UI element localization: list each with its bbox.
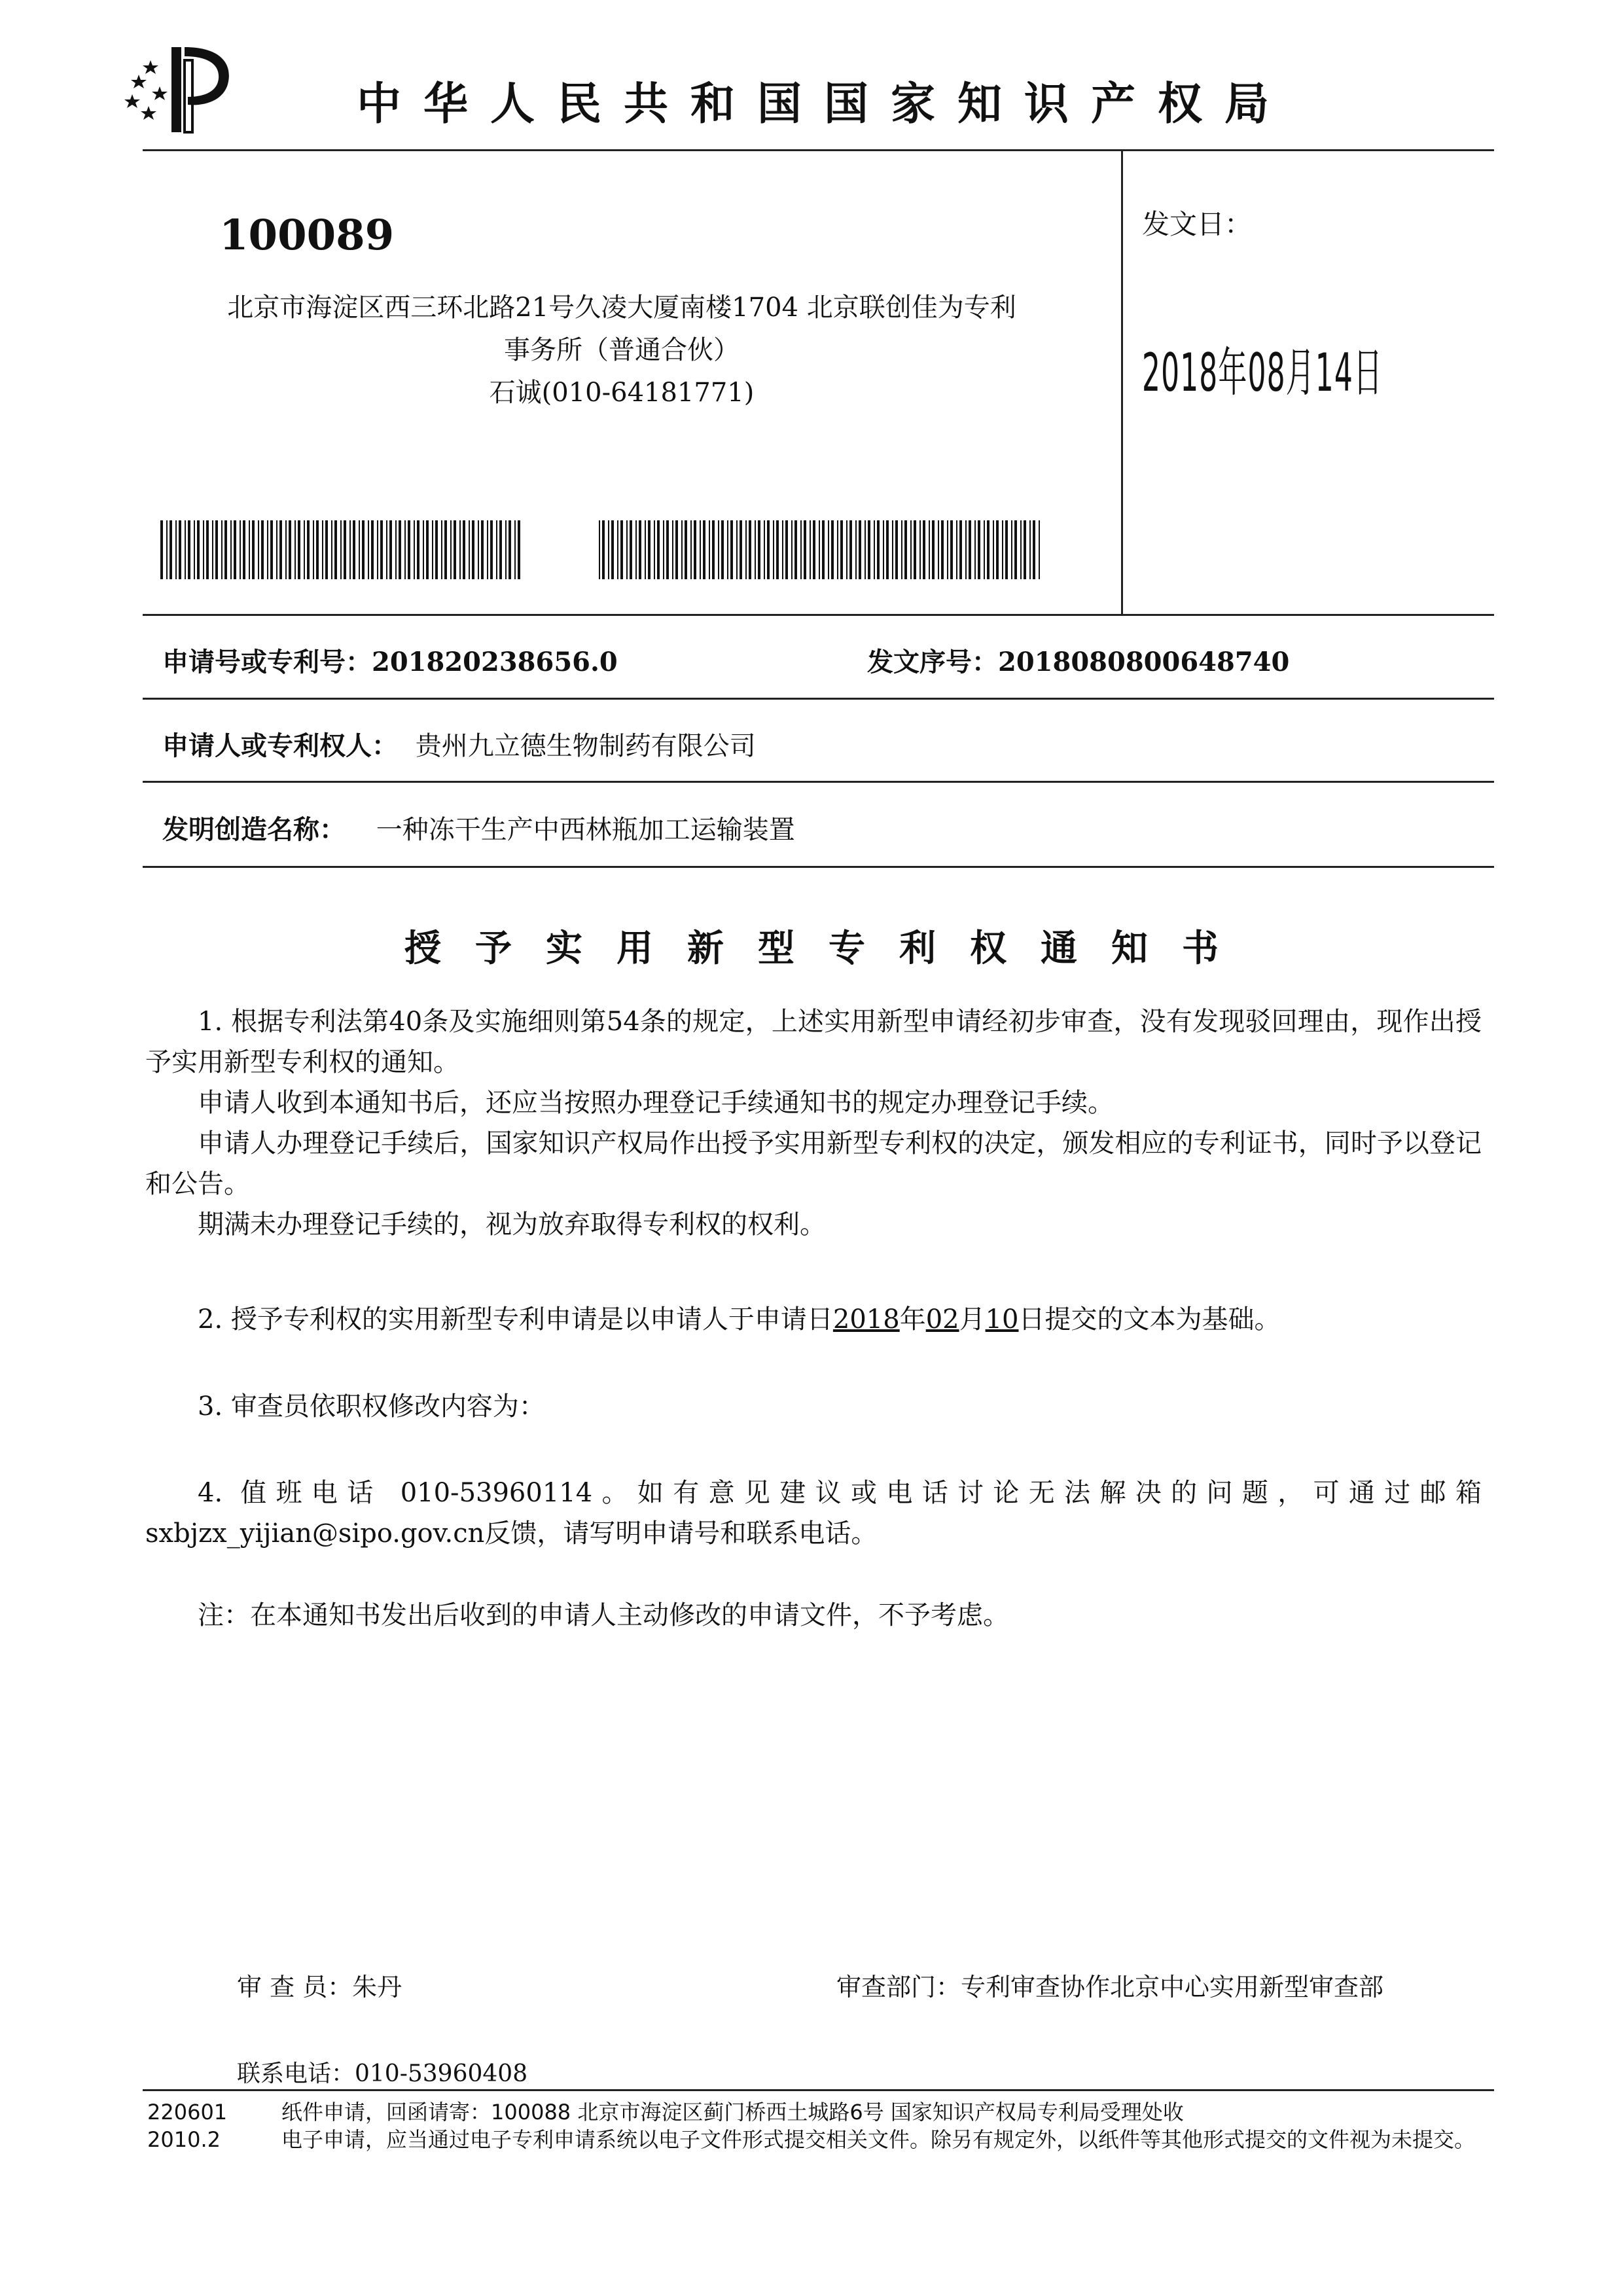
barcode-bar [169, 520, 172, 579]
barcode-bar [423, 520, 424, 579]
barcode-bar [1014, 520, 1017, 579]
barcode-bar [206, 520, 209, 579]
barcode-bar [304, 520, 305, 579]
barcode-bar [469, 520, 470, 579]
barcode-bar [782, 520, 783, 579]
filing-year-unit: 年 [899, 1304, 926, 1335]
application-number-value: 201820238656.0 [372, 647, 618, 677]
barcode-bar [261, 520, 264, 579]
barcode-bar [914, 520, 916, 579]
header-rule [143, 149, 1494, 151]
barcode-bar [505, 520, 507, 579]
footer-rule [143, 2089, 1494, 2091]
barcode-bar [956, 520, 957, 579]
barcode-bar [599, 520, 600, 579]
barcode-bar [810, 520, 811, 579]
notice-body [145, 1001, 1482, 1245]
barcode-bar [681, 520, 683, 579]
dispatch-date-label: 发文日： [1142, 208, 1253, 240]
invention-value: 一种冻干生产中西林瓶加工运输装置 [376, 815, 795, 845]
barcode-bar [1002, 520, 1003, 579]
barcode-bar [371, 520, 374, 579]
barcode-bar [938, 520, 939, 579]
barcode-bar [941, 520, 944, 579]
barcode-bar [160, 520, 163, 579]
barcode-bar [868, 520, 870, 579]
barcode-bar [514, 520, 516, 579]
agency-name: 中华人民共和国国家知识产权局 [357, 79, 1292, 130]
barcode-bar [331, 520, 332, 579]
filing-day: 10 [985, 1304, 1019, 1335]
barcode-bar [258, 520, 259, 579]
barcode-bar [478, 520, 479, 579]
barcode-bar [700, 520, 701, 579]
barcode-bar [316, 520, 319, 579]
examination-department: 审查部门：专利审查协作北京中心实用新型审查部 [836, 1973, 1384, 2001]
barcode-bar [617, 520, 618, 579]
notice-paragraph-4 [145, 1473, 1482, 1554]
barcode-left [160, 520, 524, 579]
barcode-bar [800, 520, 802, 579]
barcode-bar [745, 520, 747, 579]
barcode-bar [435, 520, 438, 579]
barcode-bar [877, 520, 880, 579]
barcode-bar [804, 520, 806, 579]
barcode-bar [694, 520, 696, 579]
barcode-bar [252, 520, 255, 579]
barcode-bar [666, 520, 669, 579]
barcode-bar [932, 520, 935, 579]
barcode-bar [886, 520, 889, 579]
barcode-bar [426, 520, 429, 579]
barcode-bar [840, 520, 843, 579]
barcode-bar [368, 520, 369, 579]
note-text: 注：在本通知书发出后收到的申请人主动修改的申请文件，不予考虑。 [198, 1600, 1009, 1630]
barcode-bar [950, 520, 953, 579]
applicant-label: 申请人或专利权人： [162, 730, 398, 761]
fields-bottom-rule [143, 866, 1494, 868]
barcode-bar [947, 520, 948, 579]
barcode-bar [203, 520, 204, 579]
barcode-bar [450, 520, 452, 579]
barcode-bar [1029, 520, 1031, 579]
barcode-bar [185, 520, 186, 579]
barcode-bar [1005, 520, 1008, 579]
barcode-bar [197, 520, 200, 579]
barcode-bar [727, 520, 728, 579]
barcode-bar [359, 520, 360, 579]
barcode-bar [212, 520, 213, 579]
barcode-bar [454, 520, 456, 579]
notice-title: 授予实用新型专利权通知书 [404, 927, 1253, 970]
examiner-name: 审 查 员：朱丹 [237, 1973, 402, 2001]
barcode-bar [215, 520, 218, 579]
barcode-bar [179, 520, 181, 579]
barcode-bar [703, 520, 705, 579]
barcode-bar [230, 520, 232, 579]
barcode-bar [690, 520, 692, 579]
barcode-bar [285, 520, 287, 579]
barcode-bar [611, 520, 614, 579]
barcode-bar [910, 520, 912, 579]
barcode-bar [175, 520, 177, 579]
barcode-bar [776, 520, 779, 579]
barcode-bar [831, 520, 834, 579]
barcode-bar [399, 520, 401, 579]
barcode-bar [313, 520, 314, 579]
barcode-bar [663, 520, 664, 579]
barcode-bar [901, 520, 902, 579]
barcode-bar [672, 520, 673, 579]
barcode-bar [859, 520, 861, 579]
barcode-bar [919, 520, 921, 579]
barcode-bar [685, 520, 687, 579]
barcode-bar [855, 520, 857, 579]
barcode-right [599, 520, 1044, 579]
barcode-bar [344, 520, 346, 579]
barcode-bar [270, 520, 273, 579]
barcode-bar [874, 520, 875, 579]
footer-mail-instructions: 纸件申请，回函请寄：100088 北京市海淀区蓟门桥西土城路6号 国家知识产权局专利局受理处收 [281, 2100, 1184, 2125]
barcode-bar [657, 520, 660, 579]
barcode-bar [712, 520, 715, 579]
barcode-bar [608, 520, 609, 579]
barcode-bar [188, 520, 190, 579]
barcode-bar [758, 520, 760, 579]
barcode-bar [785, 520, 788, 579]
barcode-bar [1039, 520, 1040, 579]
p2-suffix: 日提交的文本为基础。 [1018, 1304, 1281, 1335]
barcode-bar [377, 520, 378, 579]
notice-paragraph-1d: 期满未办理登记手续的，视为放弃取得专利权的权利。 [198, 1210, 826, 1240]
barcode-bar [432, 520, 433, 579]
barcode-bar [755, 520, 756, 579]
footer-electronic-instructions: 电子申请，应当通过电子专利申请系统以电子文件形式提交相关文件。除另有规定外，以纸件等其他形式提交的文件视为未提交。 [281, 2127, 1476, 2152]
barcode-bar [718, 520, 719, 579]
notice-paragraph-1b: 申请人收到本通知书后，还应当按照办理登记手续通知书的规定办理登记手续。 [198, 1088, 1114, 1118]
barcode-bar [1024, 520, 1026, 579]
barcode-bar [243, 520, 245, 579]
barcode-bar [386, 520, 387, 579]
serial-number-value: 2018080800648740 [998, 647, 1290, 677]
barcode-bar [794, 520, 797, 579]
fields-top-rule [143, 614, 1494, 616]
barcode-bar [895, 520, 898, 579]
filing-month: 02 [925, 1304, 959, 1335]
barcode-bar [773, 520, 774, 579]
cnipa-logo-icon [119, 41, 243, 139]
barcode-bar [499, 520, 502, 579]
barcode-bar [846, 520, 847, 579]
barcode-bar [654, 520, 655, 579]
barcode-bar [791, 520, 793, 579]
applicant-value: 贵州九立德生物制药有限公司 [415, 731, 756, 761]
barcode-bar [249, 520, 250, 579]
barcode-bar [414, 520, 415, 579]
barcode-bar [965, 520, 967, 579]
barcode-bar [234, 520, 236, 579]
barcode-bar [472, 520, 474, 579]
barcode-bar [279, 520, 282, 579]
barcode-bar [459, 520, 461, 579]
barcode-bar [978, 520, 980, 579]
barcode-bar [518, 520, 520, 579]
barcode-bar [1033, 520, 1035, 579]
barcode-bar [267, 520, 268, 579]
barcode-bar [340, 520, 342, 579]
filing-year: 2018 [832, 1304, 900, 1335]
barcode-bar [635, 520, 637, 579]
barcode-bar [349, 520, 351, 579]
barcode-bar [819, 520, 820, 579]
barcode-bar [353, 520, 355, 579]
barcode-bar [648, 520, 651, 579]
barcode-bar [362, 520, 365, 579]
notice-paragraph-3 [145, 1386, 1482, 1427]
barcode-bar [240, 520, 241, 579]
barcode-bar [675, 520, 678, 579]
application-number-field [162, 641, 618, 679]
barcode-bar [298, 520, 300, 579]
p2-prefix: 2. 授予专利权的实用新型专利申请是以申请人于申请日 [198, 1304, 833, 1335]
barcode-bar [496, 520, 497, 579]
barcode-bar [813, 520, 815, 579]
barcode-bar [904, 520, 907, 579]
serial-number-field [867, 641, 1289, 679]
barcode-bar [221, 520, 223, 579]
barcode-bar [602, 520, 605, 579]
barcode-bar [767, 520, 770, 579]
barcode-bar [892, 520, 893, 579]
p4-text: 4. 值班电话 010-53960114。如有意见建议或电话讨论无法解决的问题，可通过邮箱 sxbjzx_yijian@sipo.gov.cn反馈，请写明申请号和联系电话。 [145, 1478, 1482, 1549]
barcode-bar [764, 520, 765, 579]
barcode-bar [822, 520, 825, 579]
barcode-bar [1011, 520, 1012, 579]
fields-rule-2 [143, 781, 1494, 783]
barcode-bar [289, 520, 291, 579]
barcode-bar [929, 520, 930, 579]
barcode-bar [508, 520, 511, 579]
fields-rule-1 [143, 698, 1494, 700]
applicant-field [162, 725, 756, 762]
barcode-bar [709, 520, 710, 579]
barcode-bar [721, 520, 724, 579]
barcode-bar [380, 520, 383, 579]
barcode-bar [194, 520, 195, 579]
recipient-postcode: 100089 [219, 211, 395, 260]
notice-paragraph-2 [145, 1299, 1482, 1340]
barcode-bar [865, 520, 866, 579]
barcode-bar [959, 520, 962, 579]
barcode-bar [849, 520, 852, 579]
barcode-bar [974, 520, 976, 579]
barcode-bar [730, 520, 733, 579]
barcode-bar [639, 520, 641, 579]
application-number-label: 申请号或专利号： [162, 647, 372, 677]
barcode-bar [626, 520, 628, 579]
notice-paragraph-1c: 申请人办理登记手续后，国家知识产权局作出授予实用新型专利权的决定，颁发相应的专利证书，同时予以登记和公告。 [145, 1128, 1482, 1199]
recipient-address-line1: 北京市海淀区西三环北路21号久凌大厦南楼1704 北京联创佳为专利 [227, 293, 1016, 323]
p3-text: 3. 审查员依职权修改内容为： [198, 1391, 545, 1422]
barcode-bar [645, 520, 646, 579]
recipient-address-line2: 事务所（普通合伙） [504, 335, 740, 365]
barcode-bar [334, 520, 337, 579]
date-box-divider [1121, 149, 1123, 614]
barcode-bar [441, 520, 442, 579]
barcode-bar [749, 520, 751, 579]
barcode-bar [984, 520, 985, 579]
barcode-bar [444, 520, 447, 579]
barcode-bar [828, 520, 829, 579]
barcode-bar [294, 520, 296, 579]
invention-field [162, 809, 795, 846]
barcode-bar [404, 520, 406, 579]
barcode-bar [490, 520, 493, 579]
barcode-bar [630, 520, 632, 579]
barcode-bar [389, 520, 392, 579]
barcode-bar [322, 520, 323, 579]
barcode-bar [395, 520, 397, 579]
barcode-bar [463, 520, 465, 579]
filing-month-unit: 月 [959, 1304, 986, 1335]
notice-note [145, 1595, 1482, 1636]
barcode-bar [883, 520, 884, 579]
barcode-bar [620, 520, 623, 579]
barcode-bar [166, 520, 168, 579]
barcode-bar [923, 520, 925, 579]
serial-number-label: 发文序号： [867, 647, 998, 677]
barcode-bar [408, 520, 410, 579]
barcode-bar [1020, 520, 1022, 579]
barcode-bar [969, 520, 971, 579]
recipient-contact: 石诚(010-64181771) [489, 378, 755, 408]
barcode-bar [993, 520, 994, 579]
barcode-bar [837, 520, 838, 579]
notice-paragraph-1: 1. 根据专利法第40条及实施细则第54条的规定，上述实用新型申请经初步审查，没有发现驳回理由，现作出授予实用新型专利权的通知。 [145, 1007, 1482, 1077]
barcode-bar [307, 520, 310, 579]
dispatch-date-value: 2018年08月14日 [1142, 342, 1383, 403]
barcode-bar [325, 520, 328, 579]
barcode-bar [276, 520, 277, 579]
examiner-phone: 联系电话：010-53960408 [237, 2060, 528, 2087]
barcode-bar [417, 520, 419, 579]
barcode-bar [487, 520, 488, 579]
invention-label: 发明创造名称： [162, 814, 346, 845]
form-code: 220601 [147, 2100, 228, 2125]
barcode-bar [987, 520, 990, 579]
barcode-bar [224, 520, 227, 579]
barcode-bar [736, 520, 738, 579]
barcode-bar [740, 520, 742, 579]
form-version: 2010.2 [147, 2127, 221, 2152]
barcode-bar [481, 520, 484, 579]
barcode-bar [996, 520, 999, 579]
